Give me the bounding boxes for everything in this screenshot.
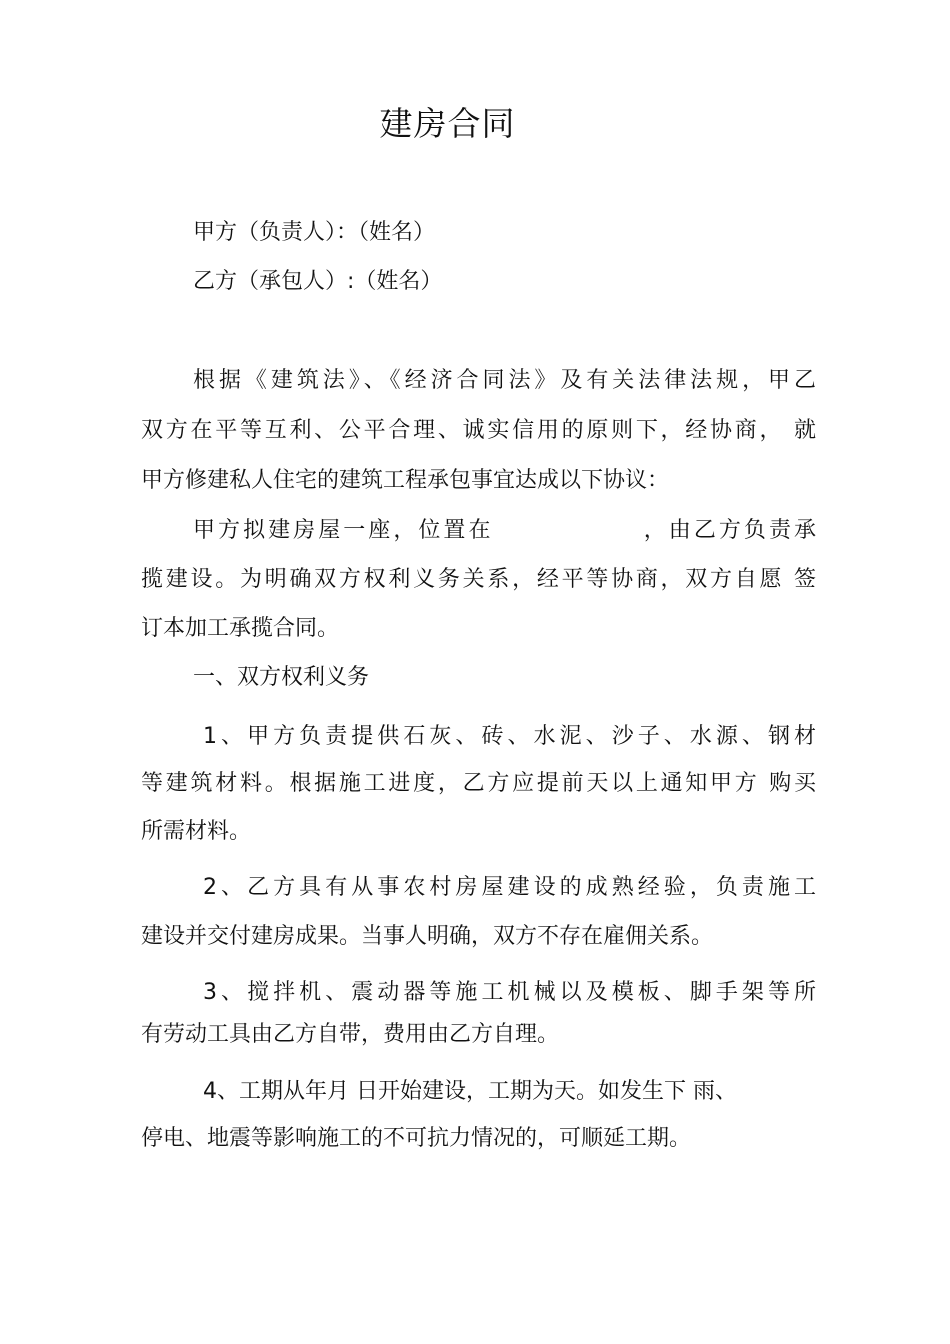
intro-line: 揽建设。为明确双方权利义务关系，经平等协商，双方自愿 签 [141,567,816,592]
intro-line: 甲方拟建房屋一座，位置在 ，由乙方负责承 [193,518,816,543]
clause-line: 等建筑材料。根据施工进度，乙方应提前天以上通知甲方 购买 [141,771,816,796]
clause-line: 有劳动工具由乙方自带，费用由乙方自理。 [141,1022,560,1047]
clause-line: 4、工期从年月 日开始建设，工期为天。如发生下 雨、 [203,1079,737,1104]
clause-line: 1、甲方负责提供石灰、砖、水泥、沙子、水源、钢材 [203,724,816,749]
party-a-line: 甲方（负责人）：（姓名） [193,220,436,245]
clause-line: 停电、地震等影响施工的不可抗力情况的，可顺延工期。 [141,1126,692,1151]
clause-line: 3、搅拌机、震动器等施工机械以及模板、脚手架等所 [203,980,816,1005]
section-heading: 一、双方权利义务 [193,665,370,690]
preamble-line: 甲方修建私人住宅的建筑工程承包事宜达成以下协议： [141,468,670,493]
party-b-line: 乙方（承包人）:（姓名） [193,269,443,294]
document-title: 建房合同 [379,104,516,143]
preamble-line: 双方在平等互利、公平合理、诚实信用的原则下，经协商， 就 [141,418,816,443]
clause-line: 2、乙方具有从事农村房屋建设的成熟经验，负责施工 [203,875,816,900]
clause-line: 所需材料。 [141,819,252,844]
preamble-line: 根据《建筑法》、《经济合同法》及有关法律法规，甲乙 [193,368,816,393]
clause-line: 建设并交付建房成果。当事人明确，双方不存在雇佣关系。 [141,924,714,949]
intro-line: 订本加工承揽合同。 [141,616,340,641]
